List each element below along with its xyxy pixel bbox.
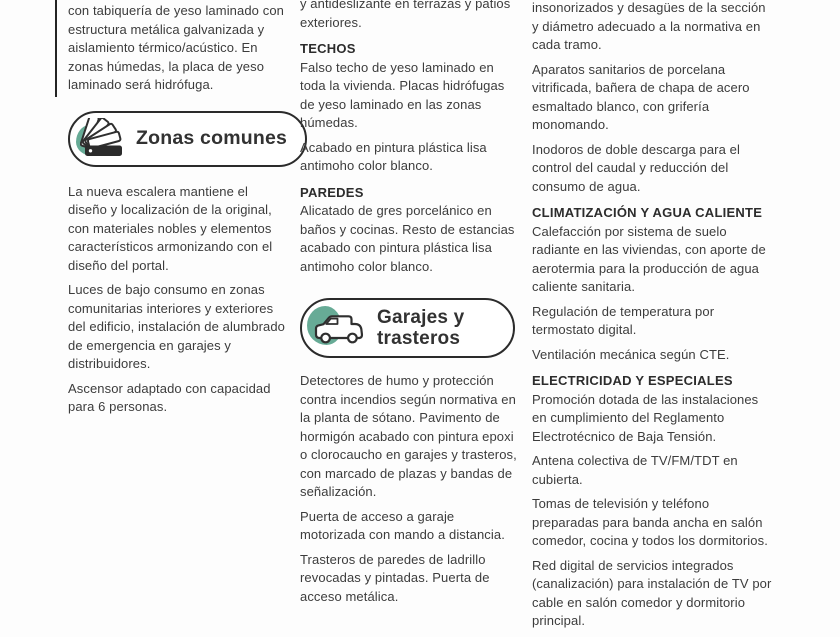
- badge-label: Zonas comunes: [136, 126, 288, 149]
- paragraph: Calefacción por sistema de suelo radiante en las viviendas, con aporte de aerotermia para la producción de agua caliente sanitaria.: [532, 223, 766, 294]
- paragraph: con tabiquería de yeso laminado con estructura metálica galvanizada y aislamiento térmico/acústico. En zonas húmedas, la placa de yeso laminado será hidrófuga.: [68, 3, 284, 92]
- paragraph: Trasteros de paredes de ladrillo revocadas y pintadas. Puerta de acceso metálica.: [300, 551, 490, 604]
- paragraph: y antideslizante en terrazas y patios exteriores.: [300, 0, 511, 30]
- car-icon: [311, 309, 367, 347]
- badge-label: Garajes y trasteros: [377, 306, 465, 349]
- paragraph: Tomas de televisión y teléfono preparadas para banda ancha en salón comedor, cocina y todos los dormitorios.: [532, 496, 768, 548]
- paragraph: La nueva escalera mantiene el diseño y localización de la original, con materiales nobles y elementos característicos armonizando con el diseño del portal.: [68, 183, 273, 273]
- swatch-fan-icon: [80, 118, 126, 160]
- paragraph: Luces de bajo consumo en zonas comunitarias interiores y exteriores del edificio, instalación de alumbrado de emergencia en garajes y distribuidores.: [68, 282, 285, 371]
- badge-zonas-comunes: [68, 111, 307, 167]
- paragraph: Detectores de humo y protección contra incendios según normativa en la planta de sótano. Pavimento de hormigón acabado con pintura epoxi o clorocaucho en garajes y trasteros, con marcado de plazas y bandas de señalización.: [300, 373, 517, 499]
- paragraph: Alicatado de gres porcelánico en baños y cocinas. Resto de estancias acabado con pintura plástica lisa antimoho color blanco.: [300, 203, 515, 274]
- section-heading-paredes: PAREDES: [300, 184, 364, 200]
- paragraph: Falso techo de yeso laminado en toda la vivienda. Placas hidrófugas de yeso laminado en las zonas húmedas.: [300, 59, 505, 130]
- column-left: [68, 2, 290, 423]
- paragraph: insonorizados y desagües de la sección y diámetro adecuado a la normativa en cada tramo.: [532, 0, 766, 52]
- paragraph: Regulación de temperatura por termostato digital.: [532, 303, 715, 337]
- section-heading-climatizacion: CLIMATIZACIÓN Y AGUA CALIENTE: [532, 205, 763, 220]
- paragraph: Ventilación mecánica según CTE.: [532, 346, 730, 362]
- paragraph: Acabado en pintura plástica lisa antimoho color blanco.: [300, 139, 487, 173]
- paragraph: Inodoros de doble descarga para el control del caudal y reducción del consumo de agua.: [532, 141, 740, 194]
- paragraph: Aparatos sanitarios de porcelana vitrificada, bañera de chapa de acero esmaltado blanco, con grifería monomando.: [532, 61, 750, 132]
- paragraph: Red digital de servicios integrados (canalización) para instalación de TV por cable en salón comedor y dormitorio principal.: [532, 557, 772, 628]
- left-crop-rule: [55, 0, 57, 97]
- paragraph: Puerta de acceso a garaje motorizada con mando a distancia.: [300, 508, 505, 542]
- column-right: [532, 0, 772, 637]
- column-middle: [300, 0, 521, 612]
- paragraph: Promoción dotada de las instalaciones en cumplimiento del Reglamento Electrotécnico de Baja Tensión.: [532, 391, 759, 444]
- paragraph: Ascensor adaptado con capacidad para 6 personas.: [68, 380, 271, 414]
- badge-garajes-trasteros: [300, 298, 515, 358]
- paragraph: Antena colectiva de TV/FM/TDT en cubierta.: [532, 453, 738, 487]
- section-heading-electricidad: ELECTRICIDAD Y ESPECIALES: [532, 373, 733, 388]
- section-heading-techos: TECHOS: [300, 41, 356, 56]
